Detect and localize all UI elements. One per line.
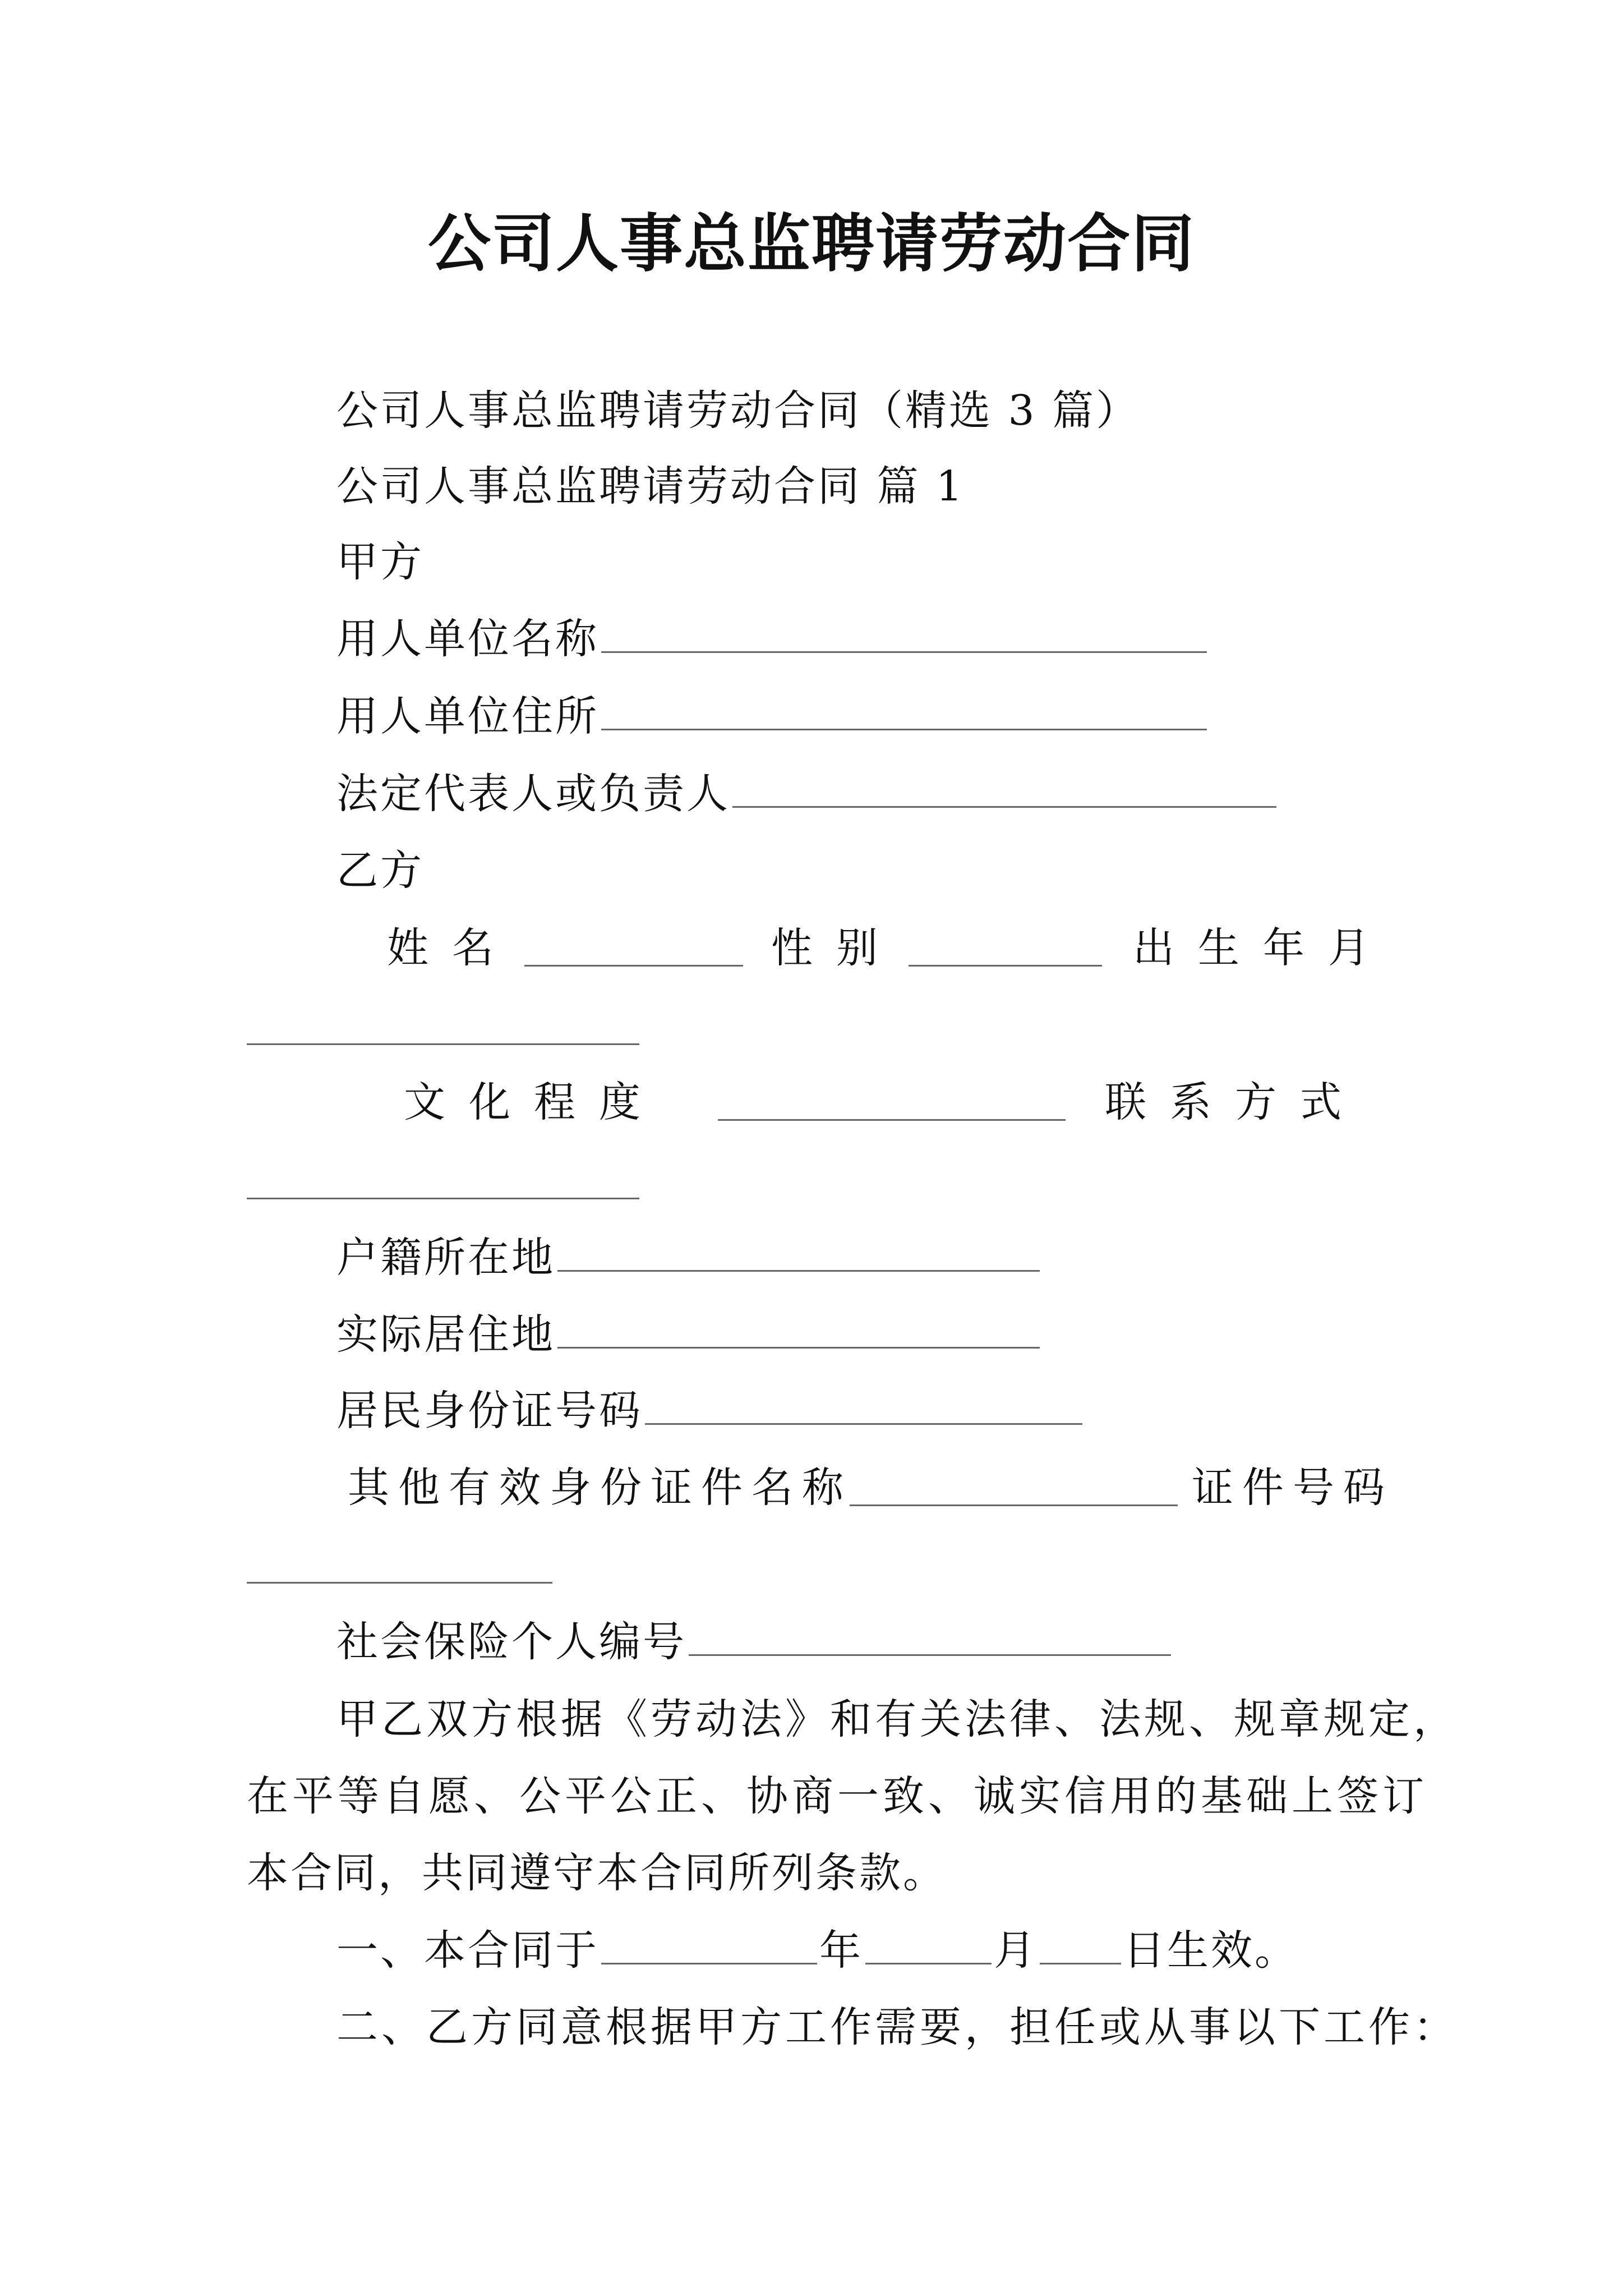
- para1-line2: 在平等自愿、公平公正、协商一致、诚实信用的基础上签订: [247, 1772, 1428, 1820]
- id-row: [336, 1387, 1085, 1435]
- employer-address-row: [336, 692, 1209, 740]
- birth-blank[interactable]: [247, 1043, 639, 1045]
- contact-blank[interactable]: [247, 1198, 639, 1199]
- employer-address-blank[interactable]: [601, 720, 1207, 730]
- clause1-year-blank[interactable]: [601, 1954, 817, 1964]
- birth-label: 出生年月: [1133, 924, 1393, 972]
- employer-name-label: 用人单位名称: [336, 615, 599, 663]
- other-id-label: 其他有效身份证件名称: [348, 1464, 852, 1512]
- residence-row: [336, 1310, 1042, 1359]
- employer-name-row: [336, 615, 1209, 663]
- clause1-row: [336, 1926, 1298, 1975]
- id-blank[interactable]: [645, 1415, 1082, 1425]
- residence-label: 实际居住地: [336, 1310, 555, 1359]
- document-title: 公司人事总监聘请劳动合同: [428, 208, 1195, 280]
- employer-name-blank[interactable]: [601, 643, 1207, 653]
- cert-no-blank[interactable]: [247, 1582, 552, 1584]
- legal-rep-row: [336, 770, 1279, 818]
- social-row: [336, 1618, 1173, 1666]
- social-label: 社会保险个人编号: [336, 1618, 686, 1666]
- clause1-month: 月: [994, 1926, 1038, 1975]
- name-blank[interactable]: [524, 965, 743, 967]
- clause2: 二、乙方同意根据甲方工作需要，担任或从事以下工作：: [336, 2003, 1458, 2051]
- name-label: 姓名: [387, 924, 517, 972]
- id-label: 居民身份证号码: [336, 1387, 643, 1435]
- legal-rep-blank[interactable]: [732, 798, 1276, 808]
- gender-blank[interactable]: [909, 965, 1102, 967]
- subtitle: 公司人事总监聘请劳动合同（精选 3 篇）: [336, 386, 1140, 435]
- party-a-label: 甲方: [336, 538, 424, 586]
- clause1-month-blank[interactable]: [865, 1954, 992, 1964]
- household-label: 户籍所在地: [336, 1234, 555, 1282]
- household-row: [336, 1234, 1042, 1282]
- cert-no-label: 证件号码: [1192, 1464, 1394, 1512]
- legal-rep-label: 法定代表人或负责人: [336, 770, 730, 818]
- contact-label: 联系方式: [1105, 1078, 1365, 1126]
- other-id-blank[interactable]: [850, 1504, 1178, 1506]
- gender-label: 性别: [771, 924, 901, 972]
- clause1-year: 年: [819, 1926, 863, 1975]
- clause1-day-blank[interactable]: [1040, 1954, 1121, 1964]
- para1-line3: 本合同，共同遵守本合同所列条款。: [247, 1849, 947, 1897]
- part-heading: 公司人事总监聘请劳动合同 篇 1: [336, 462, 965, 510]
- residence-blank[interactable]: [557, 1338, 1040, 1349]
- employer-address-label: 用人单位住所: [336, 692, 599, 740]
- social-blank[interactable]: [689, 1646, 1171, 1656]
- party-b-label: 乙方: [336, 846, 424, 895]
- household-blank[interactable]: [557, 1262, 1040, 1272]
- clause1-day: 日生效。: [1123, 1926, 1298, 1975]
- clause1-label: 一、本合同于: [336, 1926, 599, 1975]
- education-label: 文化程度: [404, 1078, 664, 1126]
- para1-line1: 甲乙双方根据《劳动法》和有关法律、法规、规章规定，: [336, 1695, 1458, 1743]
- education-blank[interactable]: [718, 1119, 1066, 1121]
